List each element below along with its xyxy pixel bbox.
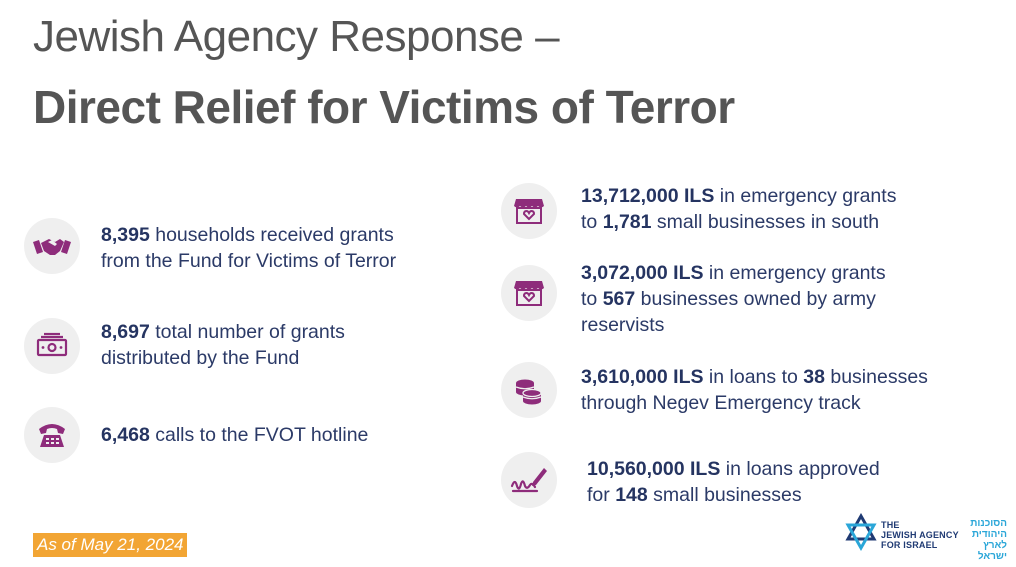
date-badge: As of May 21, 2024: [33, 533, 187, 557]
storefront-icon: [501, 183, 557, 239]
storefront-icon: [501, 265, 557, 321]
stat-value: 13,712,000 ILS: [581, 185, 715, 207]
stat-households-text: [101, 222, 396, 274]
stat-label: distributed by the Fund: [101, 347, 300, 369]
telephone-icon: [24, 407, 80, 463]
stat-value: 10,560,000 ILS: [587, 458, 721, 480]
stat-label: to: [581, 288, 603, 310]
stat-value: 3,072,000 ILS: [581, 262, 704, 284]
stat-calls-text: [101, 422, 368, 448]
stat-value: 6,468: [101, 424, 150, 446]
handshake-icon: [24, 218, 80, 274]
coins-icon: [501, 362, 557, 418]
stat-label: to: [581, 211, 603, 233]
stat-value: 3,610,000 ILS: [581, 366, 704, 388]
stat-label: in emergency grants: [703, 262, 886, 284]
logo-hebrew-text: הסוכנות היהודית לארץ ישראל: [970, 518, 1007, 562]
stat-label: households received grants: [149, 224, 394, 246]
stat-value: 1,781: [602, 211, 652, 233]
stat-label: reservists: [581, 314, 665, 336]
stat-label: in loans to: [703, 366, 804, 388]
page-title-line-2: Direct Relief for Victims of Terror: [33, 81, 735, 133]
stat-value: 38: [803, 366, 825, 388]
stat-value: 8,395: [101, 224, 150, 246]
stat-label: small businesses in south: [651, 211, 880, 233]
stat-label: businesses owned by army: [635, 288, 876, 310]
stat-label: businesses: [824, 366, 928, 388]
stat-approved-loans-text: [587, 456, 880, 508]
stat-label: calls to the FVOT hotline: [149, 424, 369, 446]
stat-label: from the Fund for Victims of Terror: [101, 250, 397, 272]
stat-value: 8,697: [101, 321, 150, 343]
stat-label: in emergency grants: [714, 185, 897, 207]
stat-value: 567: [602, 288, 636, 310]
stat-value: 148: [615, 484, 648, 506]
stat-label: through Negev Emergency track: [581, 392, 861, 414]
stat-label: small businesses: [647, 484, 802, 506]
signature-icon: [501, 452, 557, 508]
stat-label: in loans approved: [720, 458, 880, 480]
page-title-line-1: Jewish Agency Response –: [33, 12, 560, 61]
stat-grants-text: [101, 319, 345, 371]
stat-label: total number of grants: [149, 321, 345, 343]
jewish-agency-logo: [843, 513, 1008, 562]
stat-reservist-businesses-text: [581, 260, 886, 338]
stat-south-businesses-text: [581, 183, 896, 235]
star-of-david-icon: [843, 513, 879, 553]
money-icon: [24, 318, 80, 374]
stat-label: for: [587, 484, 616, 506]
logo-english-text: THE JEWISH AGENCY FOR ISRAEL: [881, 520, 959, 550]
stat-negev-loans-text: [581, 364, 928, 416]
